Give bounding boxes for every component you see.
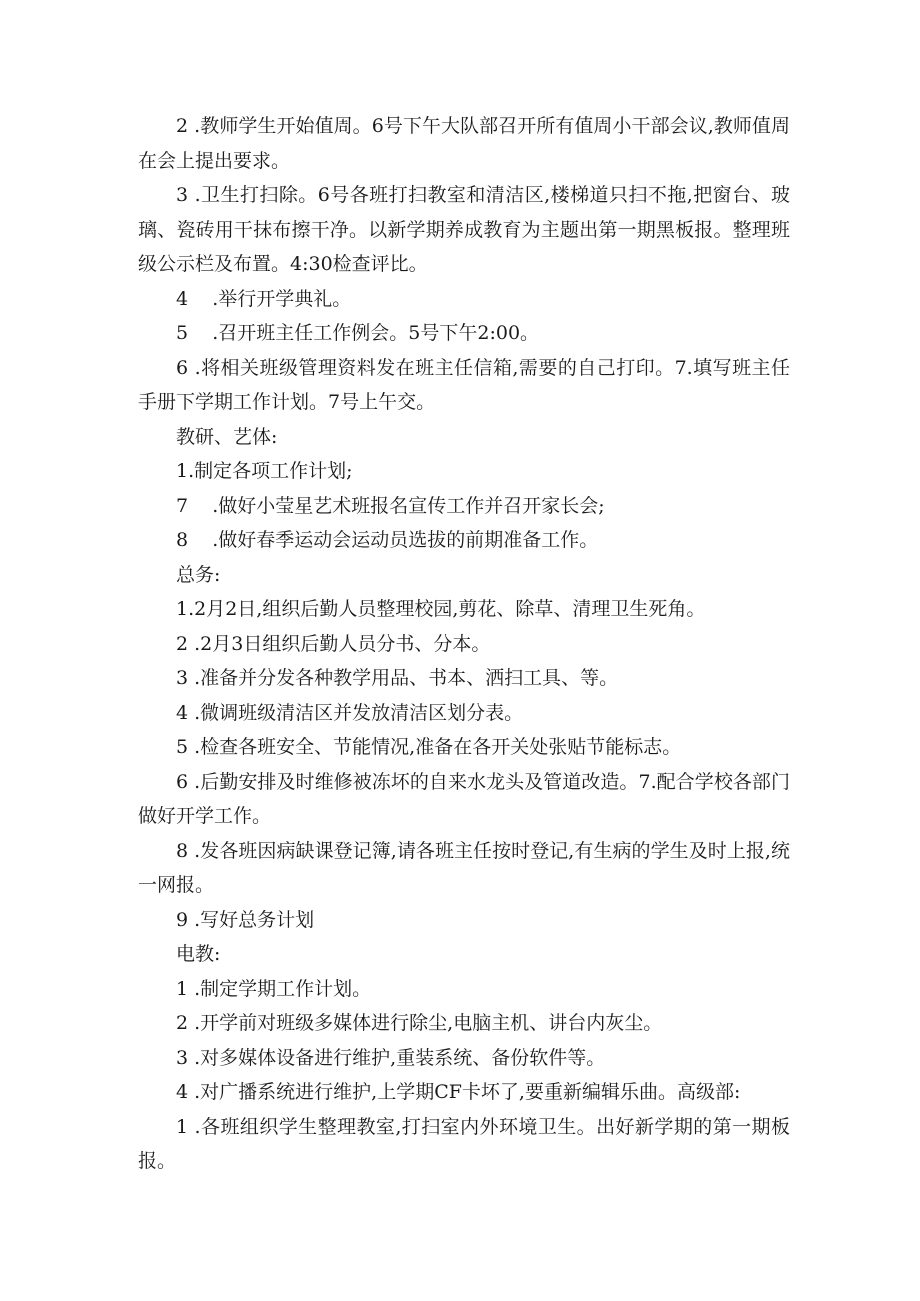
paragraph: 1 .各班组织学生整理教室,打扫室内外环境卫生。出好新学期的第一期板报。 — [138, 1115, 790, 1172]
paragraph: 8 .发各班因病缺课登记簿,请各班主任按时登记,有生病的学生及时上报,统一网报。 — [138, 839, 790, 896]
paragraph: 4 .微调班级清洁区并发放清洁区划分表。 — [176, 701, 524, 724]
section-heading: 电教: — [176, 943, 221, 965]
paragraph: 3 .准备并分发各种教学用品、书本、洒扫工具、等。 — [176, 667, 619, 689]
paragraph: 3 .对多媒体设备进行维护,重装系统、备份软件等。 — [176, 1046, 606, 1069]
paragraph: 5 .检查各班安全、节能情况,准备在各开关处张贴节能标志。 — [176, 736, 682, 758]
section-heading: 总务: — [176, 563, 221, 586]
paragraph: 1.2月2日,组织后勤人员整理校园,剪花、除草、清理卫生死角。 — [176, 598, 706, 620]
paragraph: 4 .举行开学典礼。 — [176, 287, 352, 310]
paragraph: 5 .召开班主任工作例会。5号下午2:00。 — [176, 322, 540, 344]
paragraph: 7 .做好小莹星艺术班报名宣传工作并召开家长会; — [176, 494, 605, 517]
paragraph: 9 .写好总务计划 — [176, 908, 315, 931]
paragraph: 2 .开学前对班级多媒体进行除尘,电脑主机、讲台内灰尘。 — [176, 1012, 663, 1034]
paragraph: 8 .做好春季运动会运动员选拔的前期准备工作。 — [176, 529, 599, 551]
paragraph: 3 .卫生打扫除。6号各班打扫教室和清洁区,楼梯道只扫不拖,把窗台、玻璃、瓷砖用干抹布擦干净。以新学期养成教育为主题出第一期黑板报。整理班级公示栏及布置。4:30检查评比。 — [138, 184, 790, 275]
document-body — [138, 109, 790, 1179]
paragraph: 4 .对广播系统进行维护,上学期CF卡坏了,要重新编辑乐曲。高级部: — [176, 1081, 741, 1103]
paragraph: 2 .2月3日组织后勤人员分书、分本。 — [176, 632, 491, 655]
paragraph: 6 .后勤安排及时维修被冻坏的自来水龙头及管道改造。7.配合学校各部门做好开学工作。 — [138, 770, 790, 827]
paragraph: 2 .教师学生开始值周。6号下午大队部召开所有值周小干部会议,教师值周在会上提出要求。 — [138, 115, 790, 172]
section-heading: 教研、艺体: — [176, 425, 278, 448]
paragraph: 1.制定各项工作计划; — [176, 460, 353, 482]
paragraph: 1 .制定学期工作计划。 — [176, 977, 372, 1000]
paragraph: 6 .将相关班级管理资料发在班主任信箱,需要的自己打印。7.填写班主任手册下学期工作计划。7号上午交。 — [138, 356, 790, 413]
